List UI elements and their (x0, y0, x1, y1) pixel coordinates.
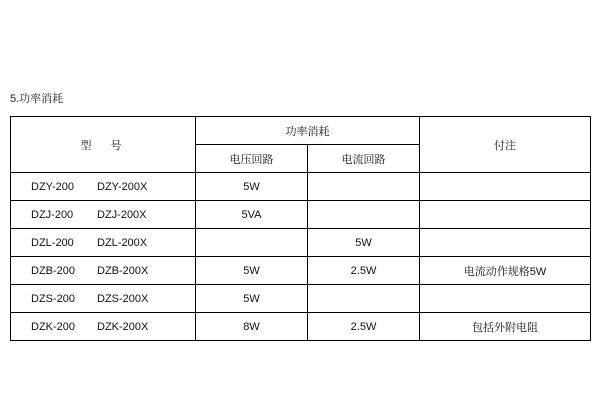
cell-current: 5W (308, 229, 420, 257)
table-body (11, 173, 591, 341)
model-code-b: DZS-200X (97, 292, 149, 305)
model-code-a: DZB-200 (31, 264, 76, 277)
cell-model (11, 285, 196, 313)
cell-current (308, 173, 420, 201)
table-row (11, 257, 591, 285)
model-code-b: DZY-200X (97, 180, 148, 193)
model-code-b: DZK-200X (97, 320, 149, 333)
cell-voltage: 5W (196, 285, 308, 313)
cell-model (11, 229, 196, 257)
cell-note: 包括外附电阻 (420, 313, 591, 341)
header-model: 型 号 (11, 117, 196, 173)
cell-model (11, 201, 196, 229)
cell-model (11, 257, 196, 285)
cell-note (420, 201, 591, 229)
table-header (11, 117, 591, 173)
table-row (11, 229, 591, 257)
power-consumption-table-wrapper (10, 116, 590, 341)
power-consumption-table (10, 116, 591, 341)
cell-current (308, 201, 420, 229)
cell-voltage: 5W (196, 257, 308, 285)
header-note: 付注 (420, 117, 591, 173)
model-code-b: DZJ-200X (97, 208, 147, 221)
table-header-row-1 (11, 117, 591, 145)
model-code-a: DZY-200 (31, 180, 75, 193)
cell-model (11, 313, 196, 341)
header-power-consumption: 功率消耗 (196, 117, 420, 145)
cell-current (308, 285, 420, 313)
model-code-b: DZB-200X (97, 264, 149, 277)
table-row (11, 173, 591, 201)
model-code-a: DZL-200 (31, 236, 74, 249)
cell-note: 电流动作规格5W (420, 257, 591, 285)
cell-note (420, 229, 591, 257)
model-code-a: DZK-200 (31, 320, 76, 333)
table-row (11, 285, 591, 313)
table-row (11, 201, 591, 229)
header-current-circuit: 电流回路 (308, 145, 420, 173)
model-code-a: DZJ-200 (31, 208, 74, 221)
header-voltage-circuit: 电压回路 (196, 145, 308, 173)
cell-voltage: 5VA (196, 201, 308, 229)
cell-voltage (196, 229, 308, 257)
table-row (11, 313, 591, 341)
cell-voltage: 8W (196, 313, 308, 341)
cell-voltage: 5W (196, 173, 308, 201)
section-heading: 5.功率消耗 (10, 93, 64, 105)
cell-note (420, 285, 591, 313)
cell-note (420, 173, 591, 201)
cell-current: 2.5W (308, 257, 420, 285)
model-code-b: DZL-200X (97, 236, 148, 249)
cell-model (11, 173, 196, 201)
model-code-a: DZS-200 (31, 292, 76, 305)
cell-current: 2.5W (308, 313, 420, 341)
